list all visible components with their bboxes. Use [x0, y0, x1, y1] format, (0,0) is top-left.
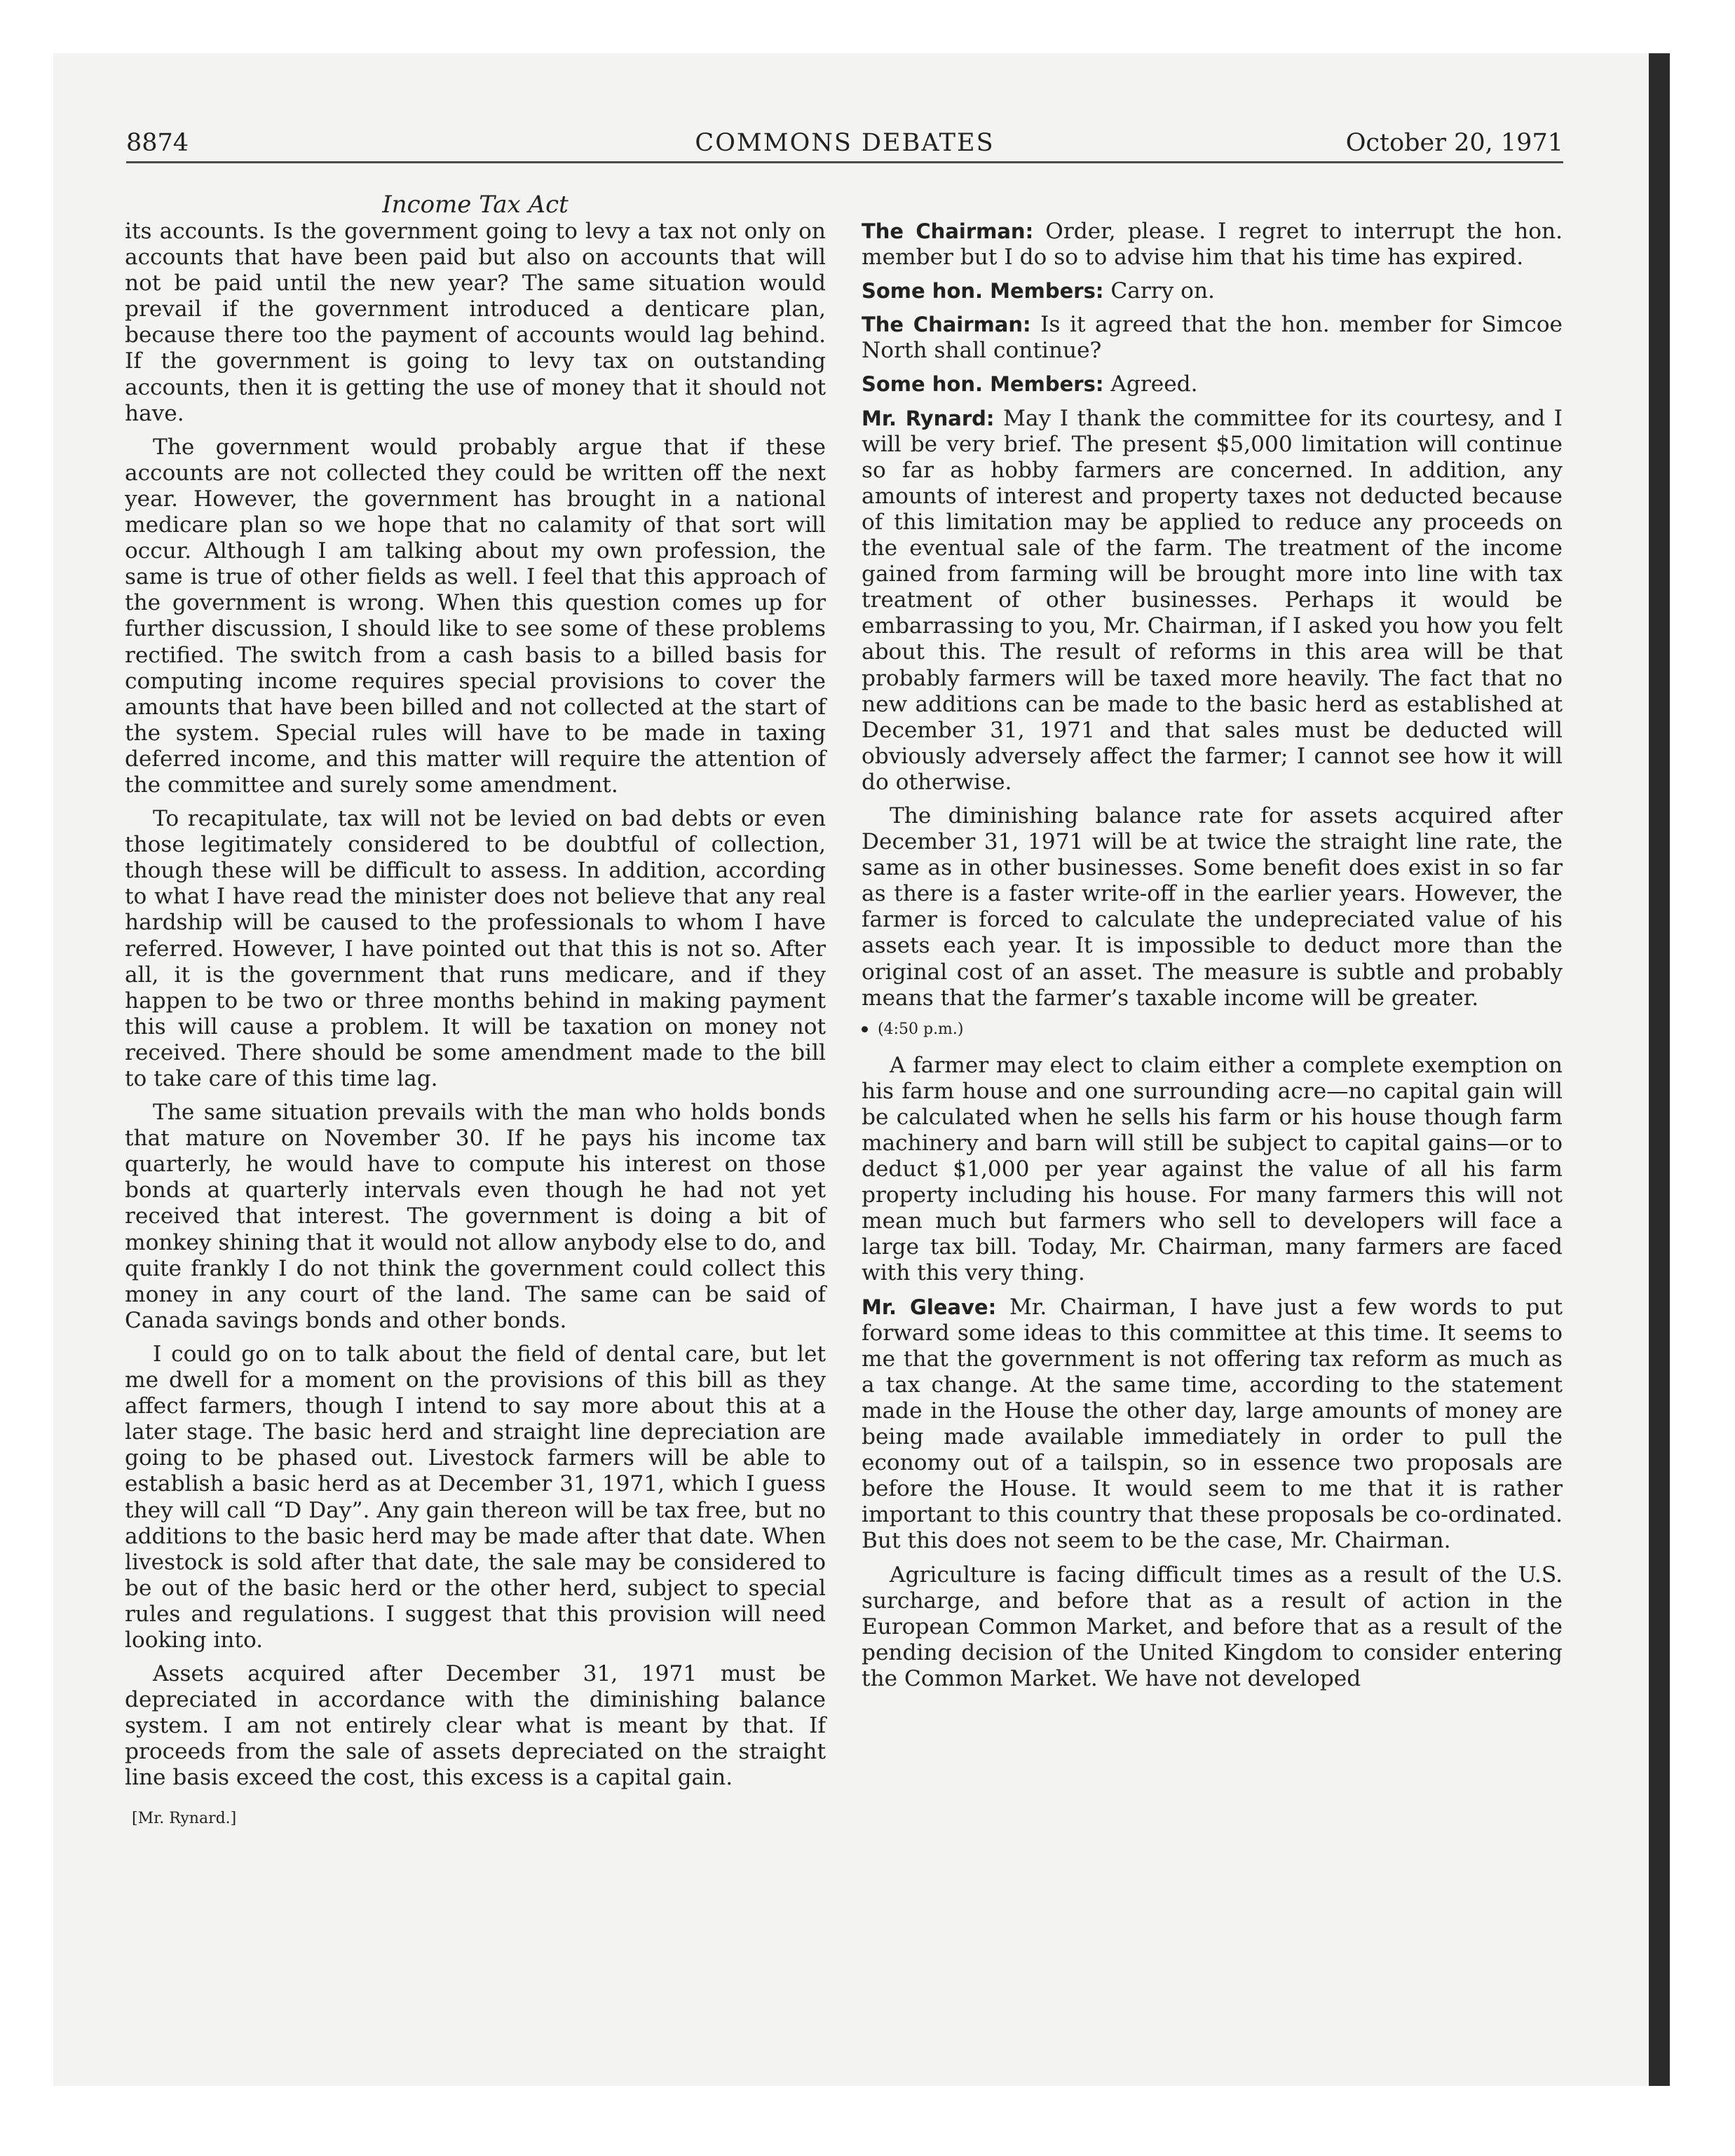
paragraph: I could go on to talk about the field of dental care, but let me dwell for a moment on the provisions of this bill as they affect farmers, though I intend to say more about this at a later stage. The basic herd and straight line depreciation are going to be phased out. Livestock farmers will be able to establish a basic herd as at December 31, 1971, which I guess they will call “D Day”. Any gain thereon will be tax free, but no additions to the basic herd may be made after that date. When livestock is sold after that date, the sale may be considered to be out of the basic herd or the other herd, subject to special rules and regulations. I suggest that this provision will need looking into.: [125, 1341, 826, 1653]
speaker-name: Mr. Gleave:: [862, 1295, 997, 1319]
speech-text: May I thank the committee for its courtesy, and I will be very brief. The present $5,000 limitation will continue so far as hobby farmers are concerned. In addition, any amounts of interest and property taxes not deducted because of this limitation may be applied to reduce any proceeds on the eventual sale of the farm. The treatment of the income gained from farming will be brought more into line with tax treatment of other businesses. Perhaps it would be embarrassing to you, Mr. Chairman, if I asked you how you felt about this. The result of reforms in this area will be that probably farmers will be taxed more heavily. The fact that no new additions can be made to the basic herd as established at December 31, 1971 and that sales must be deducted will obviously adversely affect the farmer; I cannot see how it will do otherwise.: [862, 405, 1563, 795]
speaker-name: Some hon. Members:: [862, 279, 1104, 303]
publication-title: COMMONS DEBATES: [695, 129, 995, 157]
right-column: [862, 219, 1563, 1700]
speech-text: Carry on.: [1103, 278, 1215, 304]
speech-text: Order, please. I regret to interrupt the hon. member but I do so to advise him that his time has expired.: [862, 219, 1563, 271]
scan-edge-bar: [1649, 53, 1670, 2086]
left-column: [125, 191, 826, 1829]
speech: [862, 312, 1563, 364]
page-header: [126, 126, 1563, 163]
speech: [862, 371, 1563, 397]
speech: [862, 406, 1563, 796]
paragraph: The same situation prevails with the man who holds bonds that mature on November 30. If he pays his income tax quarterly, he would have to compute his interest on those bonds at quarterly intervals even though he had not yet received that interest. The government is doing a bit of monkey shining that it would not allow anybody else to do, and quite frankly I do not think the government could collect this money in any court of the land. The same can be said of Canada savings bonds and other bonds.: [125, 1100, 826, 1333]
speech: [862, 219, 1563, 271]
paragraph: Agriculture is facing difficult times as a result of the U.S. surcharge, and before that as a result of action in the European Common Market, and before that as a result of the pending decision of the United Kingdom to consider entering the Common Market. We have not developed: [862, 1562, 1563, 1691]
speech: [862, 1295, 1563, 1555]
speaker-name: The Chairman:: [862, 313, 1031, 337]
speaker-footnote: [Mr. Rynard.]: [132, 1809, 237, 1827]
bullet-icon: [862, 1026, 868, 1032]
paragraph: The diminishing balance rate for assets acquired after December 31, 1971 will be at twice the straight line rate, the same as in other businesses. Some benefit does exist in so far as there is a faster write-off in the earlier years. However, the farmer is forced to calculate the undepreciated value of his assets each year. It is impossible to deduct more than the original cost of an asset. The measure is subtle and probably means that the farmer’s taxable income will be greater.: [862, 803, 1563, 1011]
speaker-name: Some hon. Members:: [862, 372, 1104, 397]
page-number: 8874: [126, 129, 189, 157]
speech-text: Agreed.: [1103, 371, 1198, 397]
speaker-name: The Chairman:: [862, 219, 1034, 243]
paragraph: To recapitulate, tax will not be levied on bad debts or even those legitimately considered to be doubtful of collection, though these will be difficult to assess. In addition, according to what I have read the minister does not believe that any real hardship will be caused to the professionals to whom I have referred. However, I have pointed out that this is not so. After all, it is the government that runs medicare, and if they happen to be two or three months behind in making payment this will cause a problem. It will be taxation on money not received. There should be some amendment made to the bill to take care of this time lag.: [125, 806, 826, 1091]
speaker-name: Mr. Rynard:: [862, 406, 995, 430]
paragraph: The government would probably argue that if these accounts are not collected they could be written off the next year. However, the government has brought in a national medicare plan so we hope that no calamity of that sort will occur. Although I am talking about my own profession, the same is true of other fields as well. I feel that this approach of the government is wrong. When this question comes up for further discussion, I should like to see some of these problems rectified. The switch from a cash basis to a billed basis for computing income requires special provisions to cover the amounts that have been billed and not collected at the start of the system. Special rules will have to be made in taxing deferred income, and this matter will require the attention of the committee and surely some amendment.: [125, 434, 826, 798]
time-stamp: [862, 1019, 1563, 1040]
speech: [862, 278, 1563, 304]
paragraph: A farmer may elect to claim either a complete exemption on his farm house and one surrounding acre—no capital gain will be calculated when he sells his farm or his house though farm machinery and barn will still be subject to capital gains—or to deduct $1,000 per year against the value of all his farm property including his house. For many farmers this will not mean much but farmers who sell to developers will face a large tax bill. Today, Mr. Chairman, many farmers are faced with this very thing.: [862, 1052, 1563, 1286]
time-stamp-text: (4:50 p.m.): [878, 1020, 964, 1038]
paragraph: its accounts. Is the government going to levy a tax not only on accounts that have been paid but also on accounts that will not be paid until the new year? The same situation would prevail if the government introduced a denticare plan, because there too the payment of accounts would lag behind. If the government is going to levy tax on outstanding accounts, then it is getting the use of money that it should not have.: [125, 219, 826, 426]
act-title: Income Tax Act: [382, 191, 569, 219]
paragraph: Assets acquired after December 31, 1971 must be depreciated in accordance with the diminishing balance system. I am not entirely clear what is meant by that. If proceeds from the sale of assets depreciated on the straight line basis exceed the cost, this excess is a capital gain.: [125, 1661, 826, 1791]
speech-text: Is it agreed that the hon. member for Simcoe North shall continue?: [862, 312, 1563, 364]
speech-text: Mr. Chairman, I have just a few words to put forward some ideas to this committee at this time. It seems to me that the government is not offering tax reform as much as a tax change. At the same time, according to the statement made in the House the other day, large amounts of money are being made available immediately in order to pull the economy out of a tailspin, so in essence two proposals are before the House. It would seem to me that it is rather important to this country that these proposals be co-ordinated. But this does not seem to be the case, Mr. Chairman.: [862, 1294, 1563, 1554]
publication-date: October 20, 1971: [1345, 129, 1563, 157]
